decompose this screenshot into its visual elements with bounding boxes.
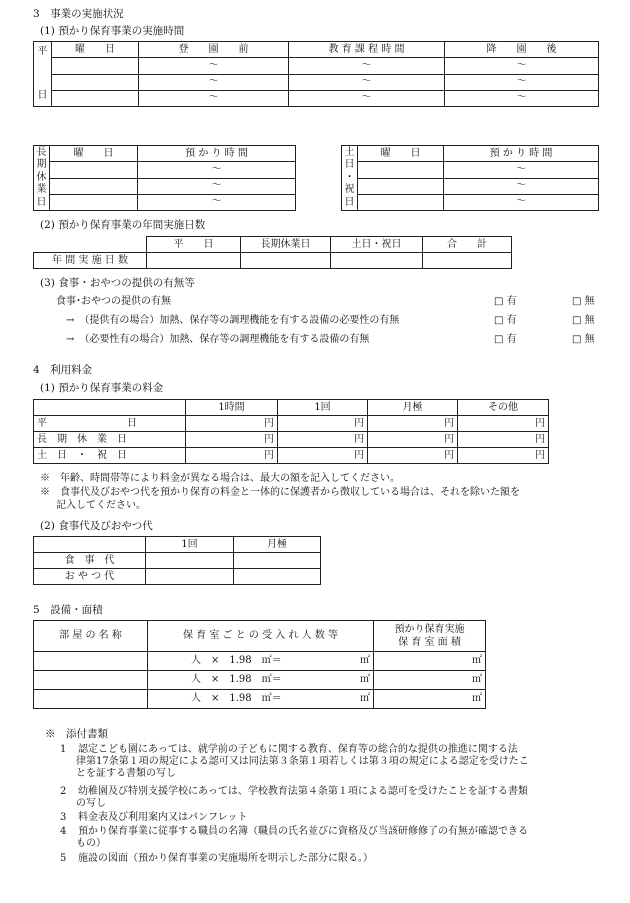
long-break-side-label: 長 期 休 業 日	[34, 146, 50, 211]
holiday-hours-table: 土 日 ・ 祝 日 曜 日 預 か り 時 間 ～ ～ ～	[341, 145, 599, 211]
annual-days-subheading: (2) 預かり保育事業の年間実施日数	[40, 219, 206, 231]
yes-checkbox[interactable]: □ 有	[494, 315, 517, 326]
weekday-cell[interactable]	[52, 90, 139, 106]
annual-days-table: 平 日 長期休業日 土日・祝日 合 計 年 間 実 施 日 数	[33, 236, 512, 269]
header-after: 降 園 後	[445, 42, 599, 58]
header-before: 登 園 前	[139, 42, 289, 58]
meal-fee-subheading: (2) 食事代及びおやつ代	[40, 520, 153, 532]
weekday-hours-table: 平 日 曜 日 登 園 前 教 育 課 程 時 間 降 園 後 ～ ～ ～ ～ ～ ～ ～ ～ ～	[33, 41, 599, 107]
snack-fee-row-label: お や つ 代	[34, 569, 146, 585]
long-break-hours-table: 長 期 休 業 日 曜 日 預 か り 時 間 ～ ～ ～	[33, 145, 296, 211]
meal-item-1: 食事･おやつの提供の有無	[56, 296, 171, 307]
fee-row-label: 平 日	[34, 416, 186, 432]
attachments-heading: ※ 添付書類	[45, 728, 108, 740]
section5-heading: 5 設備・面積	[33, 604, 103, 616]
no-checkbox[interactable]: □ 無	[572, 334, 595, 345]
fee-row-label: 土 日 ・ 祝 日	[34, 448, 186, 464]
meal-subheading: (3) 食事・おやつの提供の有無等	[40, 277, 195, 289]
fee-table: 1時間 1回 月極 その他 平 日 円 円 円 円 長 期 休 業 日 円 円 円 円 土 日 ・ 祝 日 円 円 円 円	[33, 399, 549, 464]
meal-item-3: → （必要性有の場合）加熱、保存等の調理機能を有する設備の有無	[66, 334, 370, 345]
hours-subheading: (1) 預かり保育事業の実施時間	[40, 25, 185, 37]
meal-fee-row-label: 食 事 代	[34, 553, 146, 569]
yes-checkbox[interactable]: □ 有	[494, 334, 517, 345]
fee-note-1: ※ 年齢、時間帯等により料金が異なる場合は、最大の額を記入してください。	[40, 473, 400, 484]
holiday-side-label: 土 日 ・ 祝 日	[342, 146, 358, 211]
annual-days-row-label: 年 間 実 施 日 数	[34, 253, 147, 269]
weekday-cell[interactable]	[52, 74, 139, 90]
weekday-side-label: 平 日	[34, 42, 52, 107]
header-curriculum: 教 育 課 程 時 間	[289, 42, 445, 58]
fee-row-label: 長 期 休 業 日	[34, 432, 186, 448]
area-header: 預かり保育実施 保 育 室 面 積	[374, 621, 486, 652]
yes-checkbox[interactable]: □ 有	[494, 296, 517, 307]
meal-fee-table: 1回 月極 食 事 代 お や つ 代	[33, 536, 321, 585]
fee-subheading: (1) 預かり保育事業の料金	[40, 382, 164, 394]
room-name-header: 部 屋 の 名 称	[34, 621, 148, 652]
fee-note-2-cont: 記入してください。	[56, 500, 146, 511]
section4-heading: 4 利用料金	[33, 364, 93, 376]
facility-area-table: 部 屋 の 名 称 保 育 室 ご と の 受 入 れ 人 数 等 預かり保育実施 保 育 室 面 積 人 × 1.98 ㎡＝ ㎡ ㎡ 人 × 1.98 ㎡＝ ㎡ ㎡ 人 × 1.98 ㎡＝ ㎡ ㎡	[33, 620, 486, 709]
meal-item-2: → （提供有の場合）加熱、保存等の調理機能を有する設備の必要性の有無	[66, 315, 400, 326]
section3-heading: 3 事業の実施状況	[33, 8, 124, 20]
weekday-cell[interactable]	[52, 58, 139, 74]
fee-note-2: ※ 食事代及びおやつ代を預かり保育の料金と一体的に保護者から徴収している場合は、それを除いた額を	[40, 487, 520, 498]
no-checkbox[interactable]: □ 無	[572, 315, 595, 326]
no-checkbox[interactable]: □ 無	[572, 296, 595, 307]
capacity-header: 保 育 室 ご と の 受 入 れ 人 数 等	[148, 621, 374, 652]
header-weekday: 曜 日	[52, 42, 139, 58]
